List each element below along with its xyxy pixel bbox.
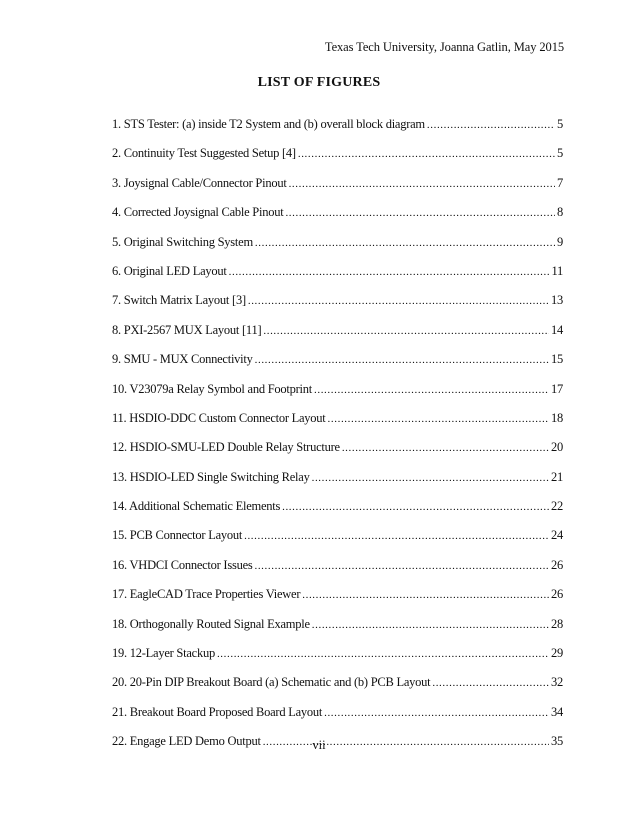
figure-entry-label: 2. Continuity Test Suggested Setup [4]: [112, 146, 296, 161]
dot-leader: [248, 295, 549, 307]
figure-entry-page: 22: [551, 499, 563, 514]
dot-leader: [289, 178, 555, 190]
figure-entry-page: 9: [557, 234, 563, 249]
figure-entry-page: 5: [557, 146, 563, 161]
figure-entry-label: 18. Orthogonally Routed Signal Example: [112, 616, 310, 631]
figure-entry-label: 17. EagleCAD Trace Properties Viewer: [112, 587, 301, 602]
dot-leader: [255, 354, 549, 366]
figure-entry: [112, 382, 563, 411]
figure-entry: [112, 117, 563, 146]
figure-entry-label: 21. Breakout Board Proposed Board Layout: [112, 704, 323, 719]
dot-leader: [312, 472, 549, 484]
figure-entry-page: 15: [551, 352, 563, 367]
figure-entry-page: 26: [551, 557, 563, 572]
dot-leader: [314, 384, 549, 396]
page-number: vii: [312, 738, 326, 752]
figure-entry-label: 19. 12-Layer Stackup: [112, 646, 215, 661]
dot-leader: [217, 648, 549, 660]
figure-entry-page: 20: [551, 440, 563, 455]
dot-leader: [263, 325, 549, 337]
figure-entry: [112, 558, 563, 587]
dot-leader: [255, 237, 555, 249]
figure-entry-page: 8: [557, 205, 563, 220]
dot-leader: [285, 207, 555, 219]
figure-entry-label: 12. HSDIO-SMU-LED Double Relay Structure: [112, 440, 340, 455]
figure-entry: [112, 264, 563, 293]
figure-entry: [112, 587, 563, 616]
figure-entry: [112, 293, 563, 322]
figure-entry-label: 1. STS Tester: (a) inside T2 System and (b) overall block diagram: [112, 117, 425, 131]
dot-leader: [298, 148, 555, 160]
figure-entry-label: 13. HSDIO-LED Single Switching Relay: [112, 469, 310, 484]
figure-entry-label: 6. Original LED Layout: [112, 263, 227, 278]
figure-entry: [112, 235, 563, 264]
dot-leader: [282, 501, 549, 513]
figure-entry-label: 11. HSDIO-DDC Custom Connector Layout: [112, 410, 326, 425]
figure-entry: [112, 440, 563, 469]
figure-entry-label: 10. V23079a Relay Symbol and Footprint: [112, 381, 312, 396]
dot-leader: [229, 266, 550, 278]
page-title: LIST OF FIGURES: [257, 75, 381, 90]
dot-leader: [324, 707, 549, 719]
figure-entry-page: 21: [551, 469, 563, 484]
figure-entry-label: 14. Additional Schematic Elements: [112, 499, 281, 514]
figure-entry: [112, 499, 563, 528]
figure-entry-label: 15. PCB Connector Layout: [112, 528, 243, 543]
figure-entry-page: 32: [551, 675, 563, 690]
figure-entry-label: 16. VHDCI Connector Issues: [112, 557, 253, 572]
figure-entry: [112, 470, 563, 499]
dot-leader: [312, 619, 549, 631]
figure-entry-page: 13: [551, 293, 563, 308]
dot-leader: [302, 589, 549, 601]
figure-entry: [112, 205, 563, 234]
figure-entry-page: 14: [551, 322, 563, 337]
dot-leader: [328, 413, 549, 425]
figure-entry: [112, 146, 563, 175]
figure-entry: [112, 675, 563, 704]
figure-entry: [112, 646, 563, 675]
figure-entry-page: 5: [557, 117, 563, 131]
figure-entry: [112, 617, 563, 646]
figure-entry: [112, 323, 563, 352]
figure-entry-label: 7. Switch Matrix Layout [3]: [112, 293, 246, 308]
dot-leader: [254, 560, 549, 572]
figure-entry-label: 22. Engage LED Demo Output: [112, 734, 261, 749]
figure-entry-page: 24: [551, 528, 563, 543]
figure-entry-page: 17: [551, 381, 563, 396]
figure-entry: [112, 528, 563, 557]
dot-leader: [432, 677, 549, 689]
figure-entry-page: 7: [557, 175, 563, 190]
dot-leader: [244, 530, 549, 542]
figure-entry-page: 29: [551, 646, 563, 661]
figure-entry-label: 3. Joysignal Cable/Connector Pinout: [112, 175, 287, 190]
figure-entry: [112, 176, 563, 205]
dot-leader: [342, 442, 549, 454]
figure-entry-label: 20. 20-Pin DIP Breakout Board (a) Schematic and (b) PCB Layout: [112, 675, 431, 690]
figure-entry-page: 26: [551, 587, 563, 602]
figure-entry-label: 4. Corrected Joysignal Cable Pinout: [112, 205, 284, 220]
figure-entry: [112, 411, 563, 440]
list-of-figures: [112, 117, 563, 764]
running-header: Texas Tech University, Joanna Gatlin, May 2015: [324, 40, 564, 54]
figure-entry-label: 8. PXI-2567 MUX Layout [11]: [112, 322, 262, 337]
dot-leader: [427, 119, 555, 131]
figure-entry: [112, 705, 563, 734]
figure-entry-page: 35: [551, 734, 563, 749]
figure-entry-page: 11: [551, 263, 563, 278]
figure-entry-label: 5. Original Switching System: [112, 234, 253, 249]
figure-entry: [112, 352, 563, 381]
figure-entry-label: 9. SMU - MUX Connectivity: [112, 352, 253, 367]
figure-entry-page: 18: [551, 410, 563, 425]
figure-entry-page: 34: [551, 704, 563, 719]
figure-entry-page: 28: [551, 616, 563, 631]
